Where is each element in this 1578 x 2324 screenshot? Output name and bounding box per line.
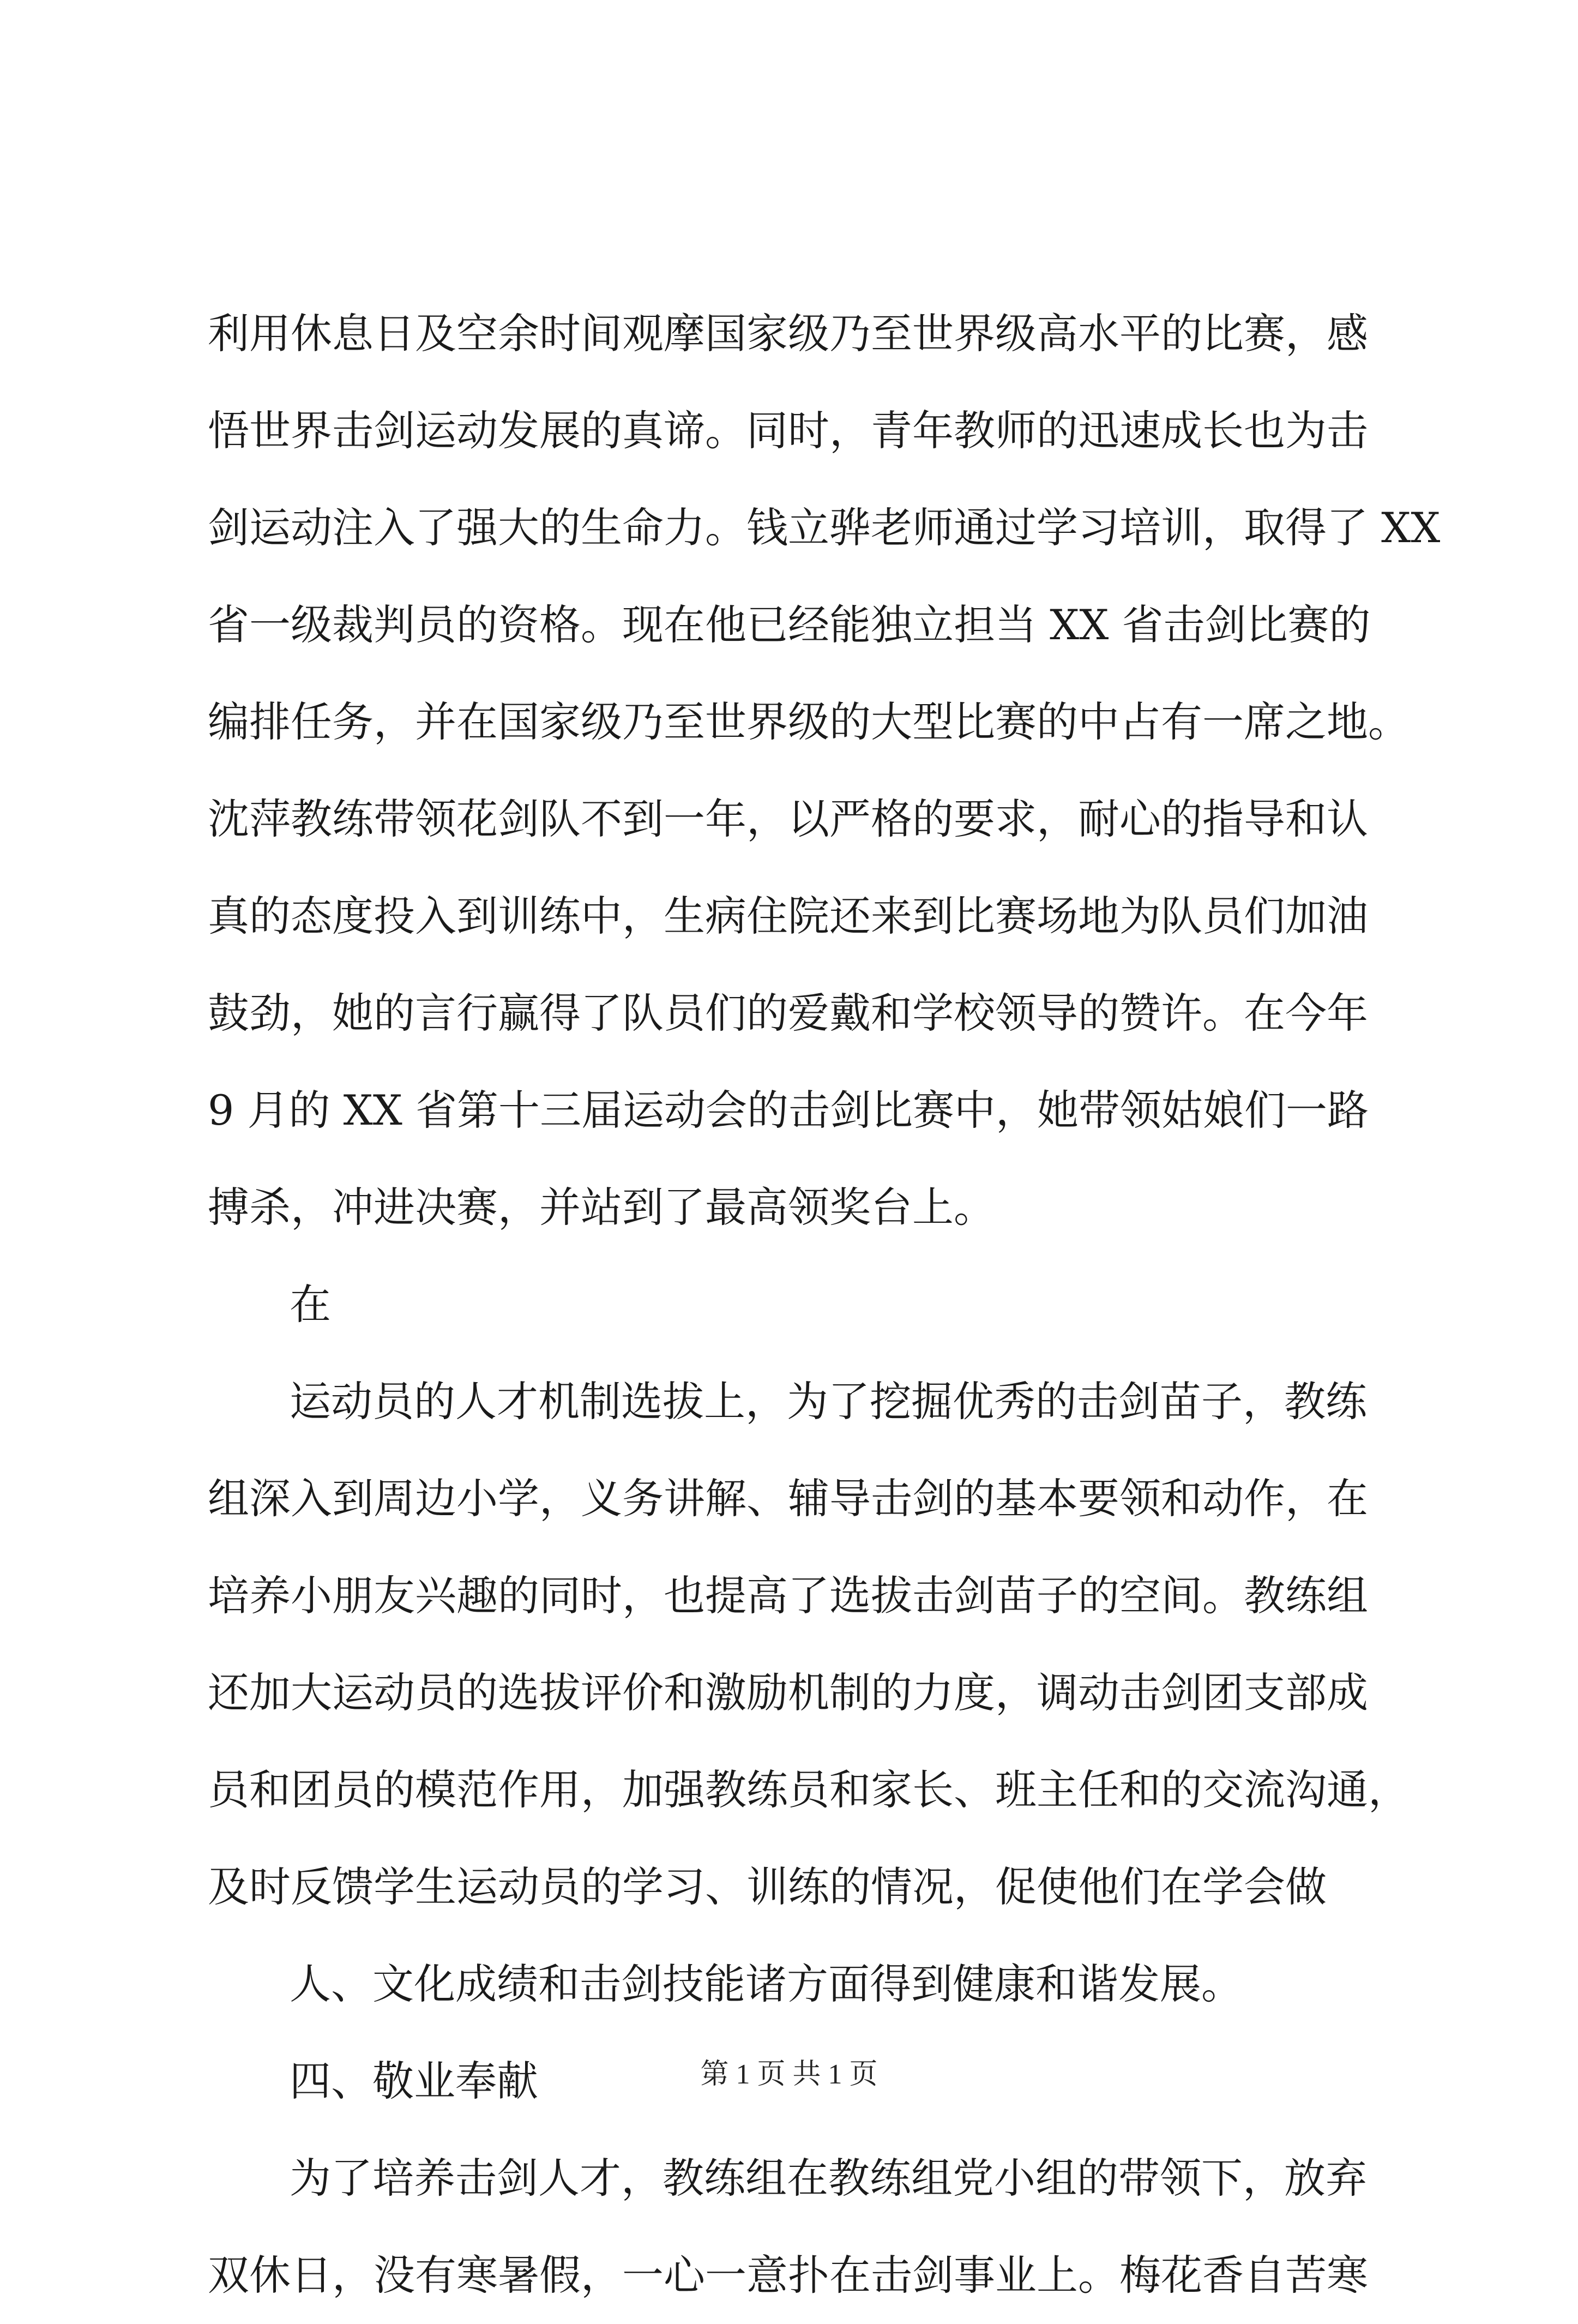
text-line: 9 月的 XX 省第十三届运动会的击剑比赛中，她带领姑娘们一路	[208, 1086, 1369, 1134]
text-line: 为了培养击剑人才，教练组在教练组党小组的带领下，放弃	[290, 2154, 1367, 2202]
text-line: 搏杀，冲进决赛，并站到了最高领奖台上。	[208, 1183, 995, 1232]
text-line: 悟世界击剑运动发展的真谛。同时，青年教师的迅速成长也为击	[208, 406, 1368, 455]
text-line: 沈萍教练带领花剑队不到一年，以严格的要求，耐心的指导和认	[208, 795, 1368, 843]
text-line: 培养小朋友兴趣的同时，也提高了选拔击剑苗子的空间。教练组	[208, 1571, 1368, 1620]
text-line: 运动员的人才机制选拔上，为了挖掘优秀的击剑苗子，教练	[290, 1377, 1367, 1426]
text-line: 在	[290, 1280, 331, 1329]
text-line: 编排任务，并在国家级乃至世界级的大型比赛的中占有一席之地。	[208, 698, 1410, 746]
text-line: 还加大运动员的选拔评价和激励机制的力度，调动击剑团支部成	[208, 1668, 1368, 1717]
section-heading: 四、敬业奉献	[290, 2057, 538, 2105]
text-line: 剑运动注入了强大的生命力。钱立骅老师通过学习培训，取得了 XX	[208, 503, 1441, 552]
page-number-footer: 第 1 页 共 1 页	[700, 2059, 878, 2090]
text-line: 真的态度投入到训练中，生病住院还来到比赛场地为队员们加油	[208, 892, 1368, 940]
text-line: 利用休息日及空余时间观摩国家级乃至世界级高水平的比赛，感	[208, 309, 1368, 358]
text-line: 及时反馈学生运动员的学习、训练的情况，促使他们在学会做	[208, 1863, 1327, 1911]
text-line: 省一级裁判员的资格。现在他已经能独立担当 XX 省击剑比赛的	[208, 600, 1371, 649]
text-line: 人、文化成绩和击剑技能诸方面得到健康和谐发展。	[290, 1960, 1243, 2008]
text-line: 双休日，没有寒暑假，一心一意扑在击剑事业上。梅花香自苦寒	[208, 2251, 1368, 2299]
text-line: 鼓劲，她的言行赢得了队员们的爱戴和学校领导的赞许。在今年	[208, 989, 1368, 1037]
body-text	[208, 285, 1441, 2324]
text-line: 组深入到周边小学，义务讲解、辅导击剑的基本要领和动作，在	[208, 1474, 1368, 1523]
text-line: 员和团员的模范作用，加强教练员和家长、班主任和的交流沟通，	[208, 1765, 1410, 1814]
